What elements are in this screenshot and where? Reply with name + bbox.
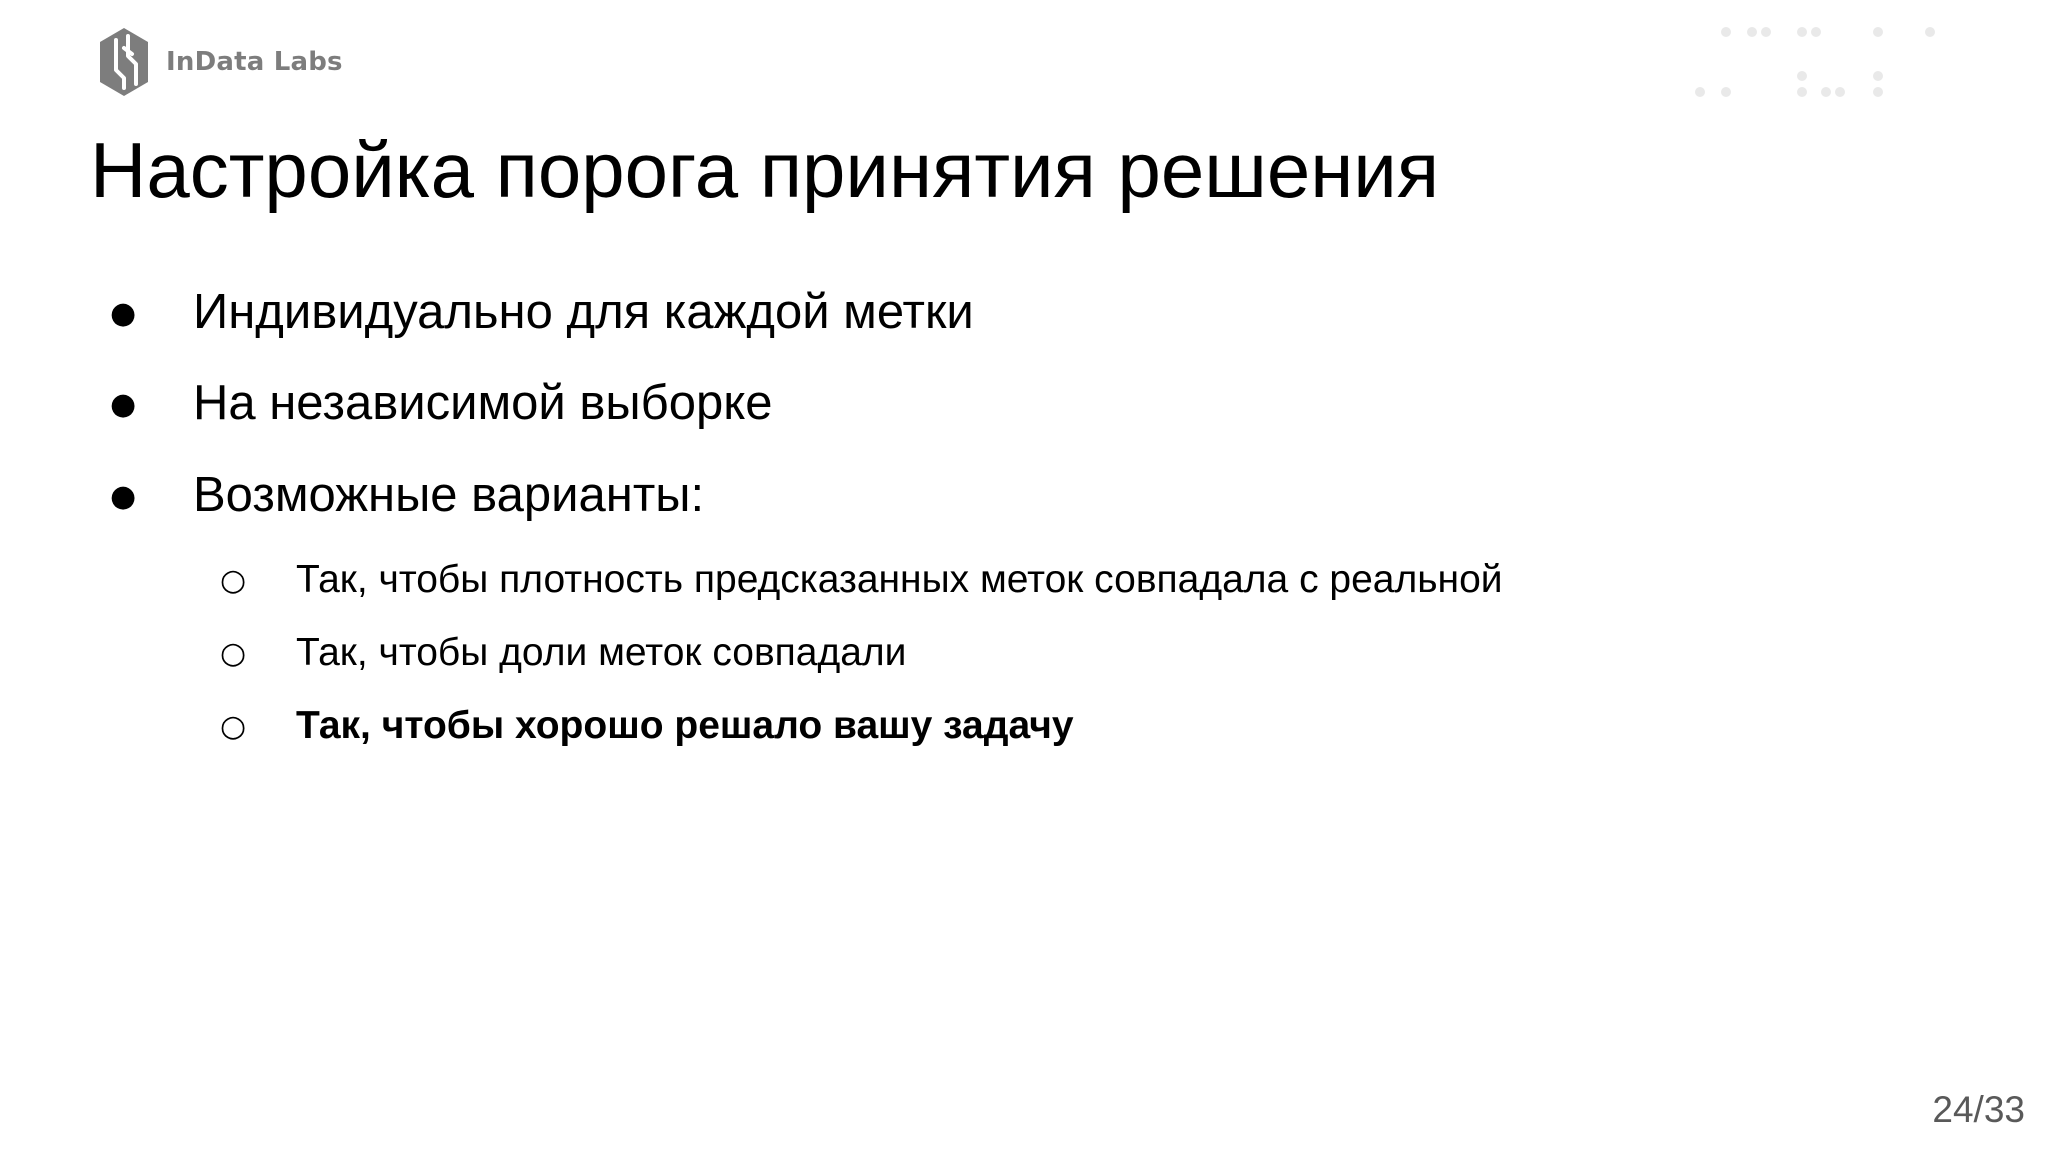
sub-bullet-text: Так, чтобы хорошо решало вашу задачу (296, 704, 1074, 747)
bullet-text: Возможные варианты: (193, 468, 705, 522)
sub-bullet-text: Так, чтобы плотность предсказанных меток совпадала с реальной (296, 558, 1503, 601)
filled-bullet-icon: ● (110, 387, 137, 422)
bullet-text: Индивидуально для каждой метки (193, 285, 974, 339)
hollow-bullet-icon: ○ (220, 636, 247, 671)
hollow-bullet-icon: ○ (220, 709, 247, 744)
brand-logo (98, 26, 343, 98)
filled-bullet-icon: ● (110, 479, 137, 514)
indata-labs-logo-icon (98, 26, 150, 98)
slide-title: Настройка порога принятия решения (90, 126, 1440, 214)
bullet-text: На независимой выборке (193, 376, 773, 430)
hollow-bullet-icon: ○ (220, 563, 247, 598)
filled-bullet-icon: ● (110, 296, 137, 331)
decorative-dots (1690, 20, 1950, 100)
sub-bullet-text: Так, чтобы доли меток совпадали (296, 631, 907, 674)
page-number: 24/33 (1932, 1089, 2025, 1130)
brand-name: InData Labs (166, 47, 343, 77)
